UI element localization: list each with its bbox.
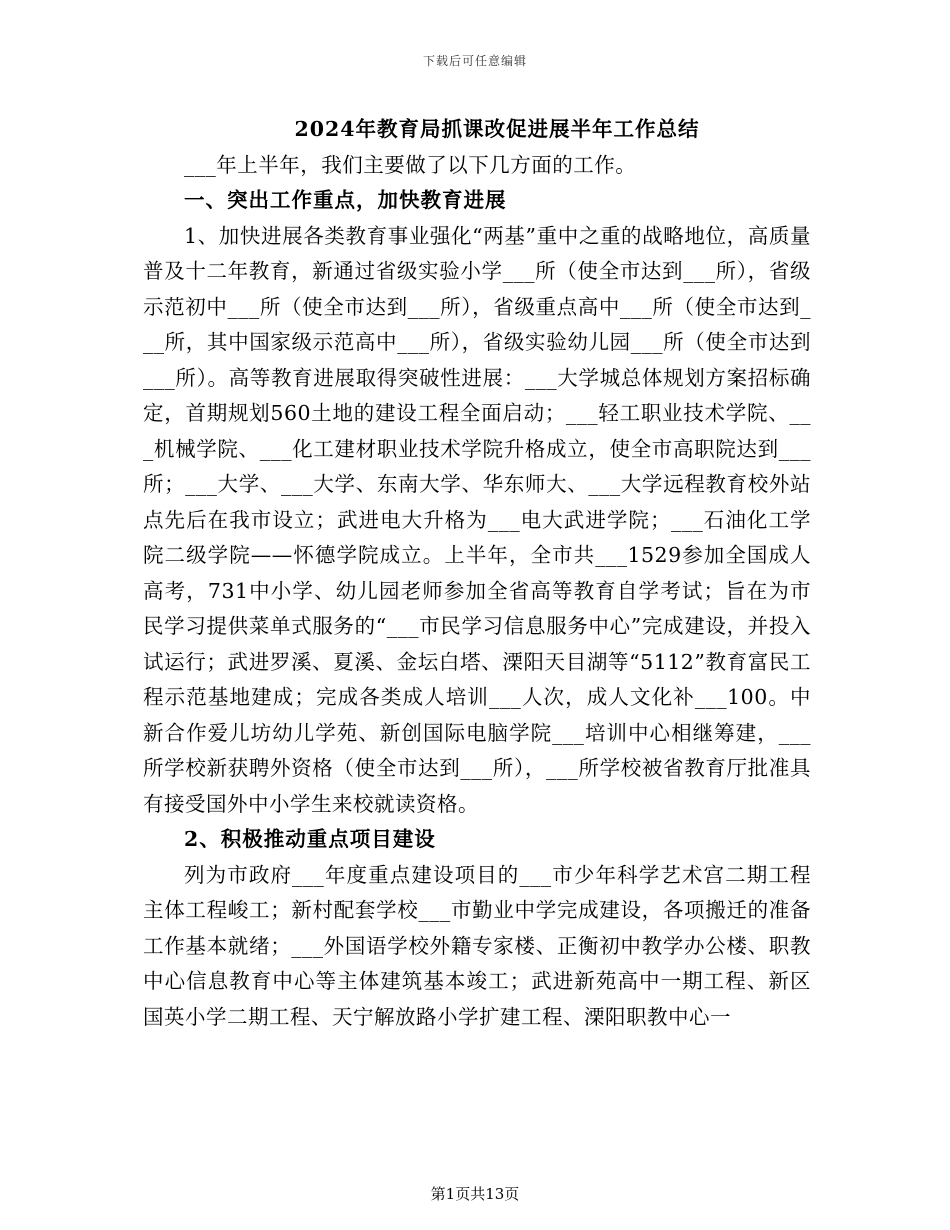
paragraph-1: 1、加快进展各类教育事业强化“两基”重中之重的战略地位，高质量普及十二年教育，新通过省级实验小学___所（使全市达到___所），省级示范初中___所（使全市达到___所），省级重点高中___所（使全市达到___所，其中国家级示范高中___所），省级实验幼儿园___所（使全市达到___所）。高等教育进展取得突破性进展：___大学城总体规划方案招标确定，首期规划560土地的建设工程全面启动；___轻工职业技术学院、___机械学院、___化工建材职业技术学院升格成立，使全市高职院达到___所；___大学、___大学、东南大学、华东师大、___大学远程教育校外站点先后在我市设立；武进电大升格为___电大武进学院；___石油化工学院二级学院——怀德学院成立。上半年，全市共___1529参加全国成人高考，731中小学、幼儿园老师参加全省高等教育自学考试；旨在为市民学习提供菜单式服务的“___市民学习信息服务中心”完成建设，并投入试运行；武进罗溪、夏溪、金坛白塔、溧阳天目湖等“5112”教育富民工程示范基地建成；完成各类成人培训___人次，成人文化补___100。中新合作爱儿坊幼儿学苑、新创国际电脑学院___培训中心相继筹建，___所学校新获聘外资格（使全市达到___所），___所学校被省教育厅批准具有接受国外中小学生来校就读资格。 xyxy=(143,223,811,816)
page-number-footer: 第1页共13页 xyxy=(430,1185,520,1203)
document-body xyxy=(143,112,811,1035)
paragraph-2: 列为市政府___年度重点建设项目的___市少年科学艺术宫二期工程主体工程峻工；新村配套学校___市勤业中学完成建设，各项搬迁的准备工作基本就绪；___外国语学校外籍专家楼、正衡初中教学办公楼、职教中心信息教育中心等主体建筑基本竣工；武进新苑高中一期工程、新区国英小学二期工程、天宁解放路小学扩建工程、溧阳职教中心一 xyxy=(143,862,811,1029)
document-title: 2024年教育局抓课改促进展半年工作总结 xyxy=(294,117,700,141)
section-1-heading: 一、突出工作重点，加快教育进展 xyxy=(184,188,507,212)
section-2-heading: 2、积极推动重点项目建设 xyxy=(184,827,436,851)
intro-paragraph: ___年上半年，我们主要做了以下几方面的工作。 xyxy=(184,152,637,177)
page-header-note: 下载后可任意编辑 xyxy=(422,54,527,68)
